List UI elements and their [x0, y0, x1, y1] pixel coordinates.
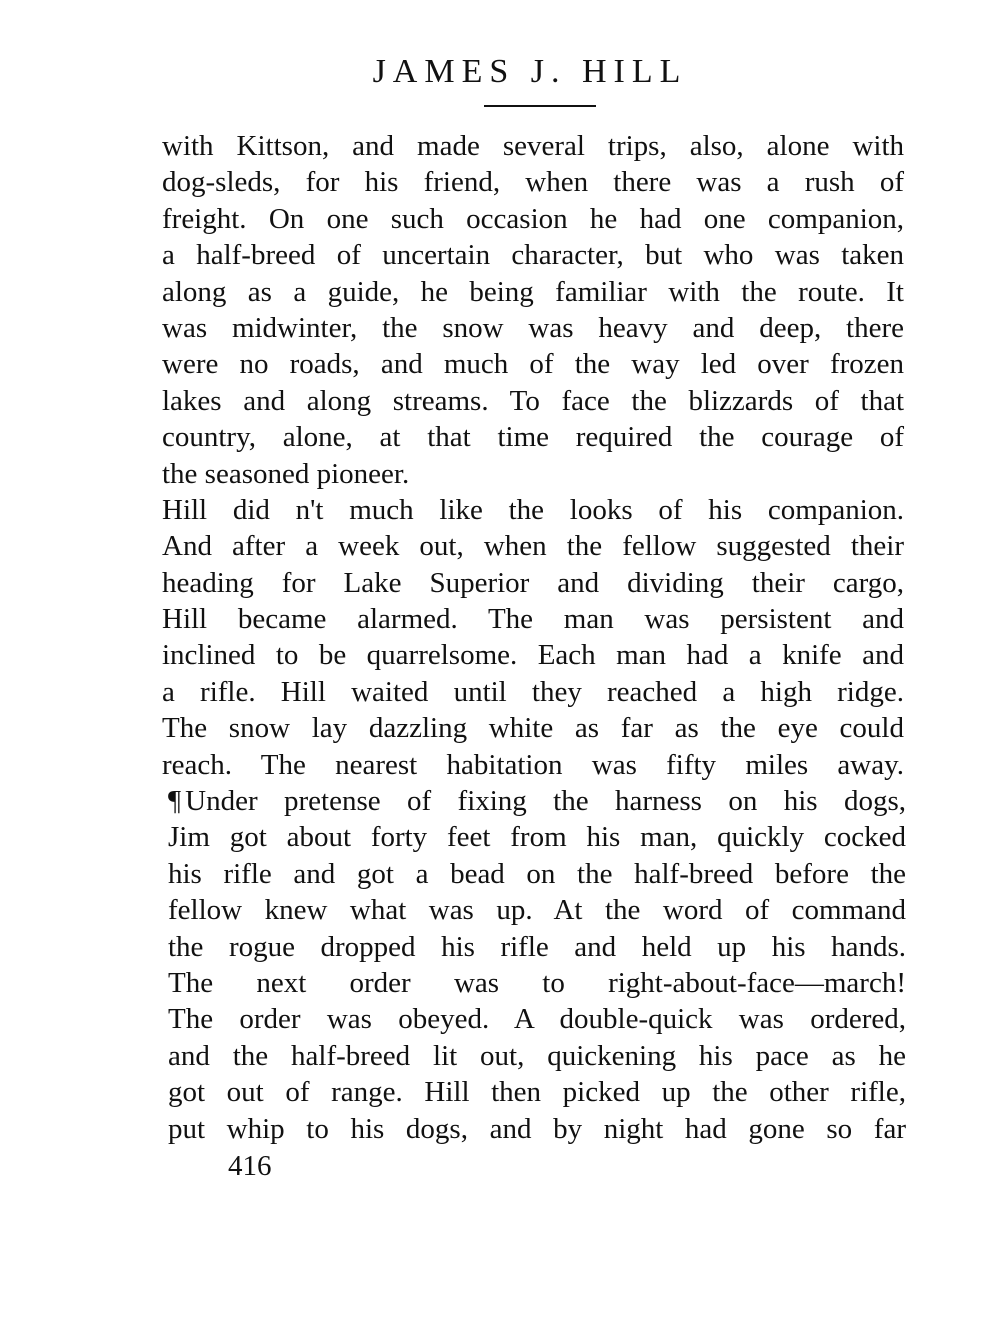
text-line: was midwinter, the snow was heavy and deep, there [162, 311, 904, 344]
text-line: country, alone, at that time required the courage of [162, 421, 904, 454]
text-line: Hill did n't much like the looks of his companion. [162, 493, 904, 526]
text-line: put whip to his dogs, and by night had gone so far [168, 1112, 906, 1145]
paragraph-end-line: the seasoned pioneer. [162, 457, 410, 490]
text-line: lakes and along streams. To face the blizzards of that [162, 384, 904, 417]
text-line: reach. The nearest habitation was fifty miles away. [162, 748, 904, 781]
running-title: JAMES J. HILL [372, 53, 688, 90]
text-line: got out of range. Hill then picked up the other rifle, [168, 1076, 906, 1109]
pilcrow-line-text: Under pretense of fixing the harness on his dogs, [185, 785, 906, 817]
text-line: his rifle and got a bead on the half-breed before the [168, 857, 906, 890]
text-line: a rifle. Hill waited until they reached a high ridge. [162, 675, 904, 708]
text-line: The snow lay dazzling white as far as the eye could [162, 712, 904, 745]
text-line: fellow knew what was up. At the word of command [168, 894, 906, 927]
text-block-1 [162, 128, 904, 783]
pilcrow-line [168, 783, 906, 819]
text-line: a half-breed of uncertain character, but who was taken [162, 239, 904, 272]
text-line: inclined to be quarrelsome. Each man had a knife and [162, 639, 904, 672]
text-line: And after a week out, when the fellow suggested their [162, 530, 904, 563]
text-line: and the half-breed lit out, quickening his pace as he [168, 1039, 906, 1072]
text-block-2 [168, 783, 906, 1147]
text-line: heading for Lake Superior and dividing their cargo, [162, 566, 904, 599]
text-line: with Kittson, and made several trips, also, alone with [162, 130, 904, 162]
text-line: along as a guide, he being familiar with the route. It [162, 275, 904, 308]
pilcrow-mark: ¶ [168, 785, 182, 817]
text-line: The next order was to right-about-face—march! [168, 966, 906, 999]
text-line: were no roads, and much of the way led over frozen [162, 348, 904, 381]
text-line: Jim got about forty feet from his man, quickly cocked [168, 821, 906, 854]
header-rule [484, 105, 596, 107]
text-line: Hill became alarmed. The man was persistent and [162, 603, 904, 636]
page-number: 416 [228, 1150, 272, 1182]
text-line: the rogue dropped his rifle and held up his hands. [168, 930, 906, 963]
text-line: The order was obeyed. A double-quick was ordered, [168, 1003, 906, 1036]
text-line: freight. On one such occasion he had one companion, [162, 202, 904, 235]
text-line: dog-sleds, for his friend, when there was a rush of [162, 166, 904, 199]
